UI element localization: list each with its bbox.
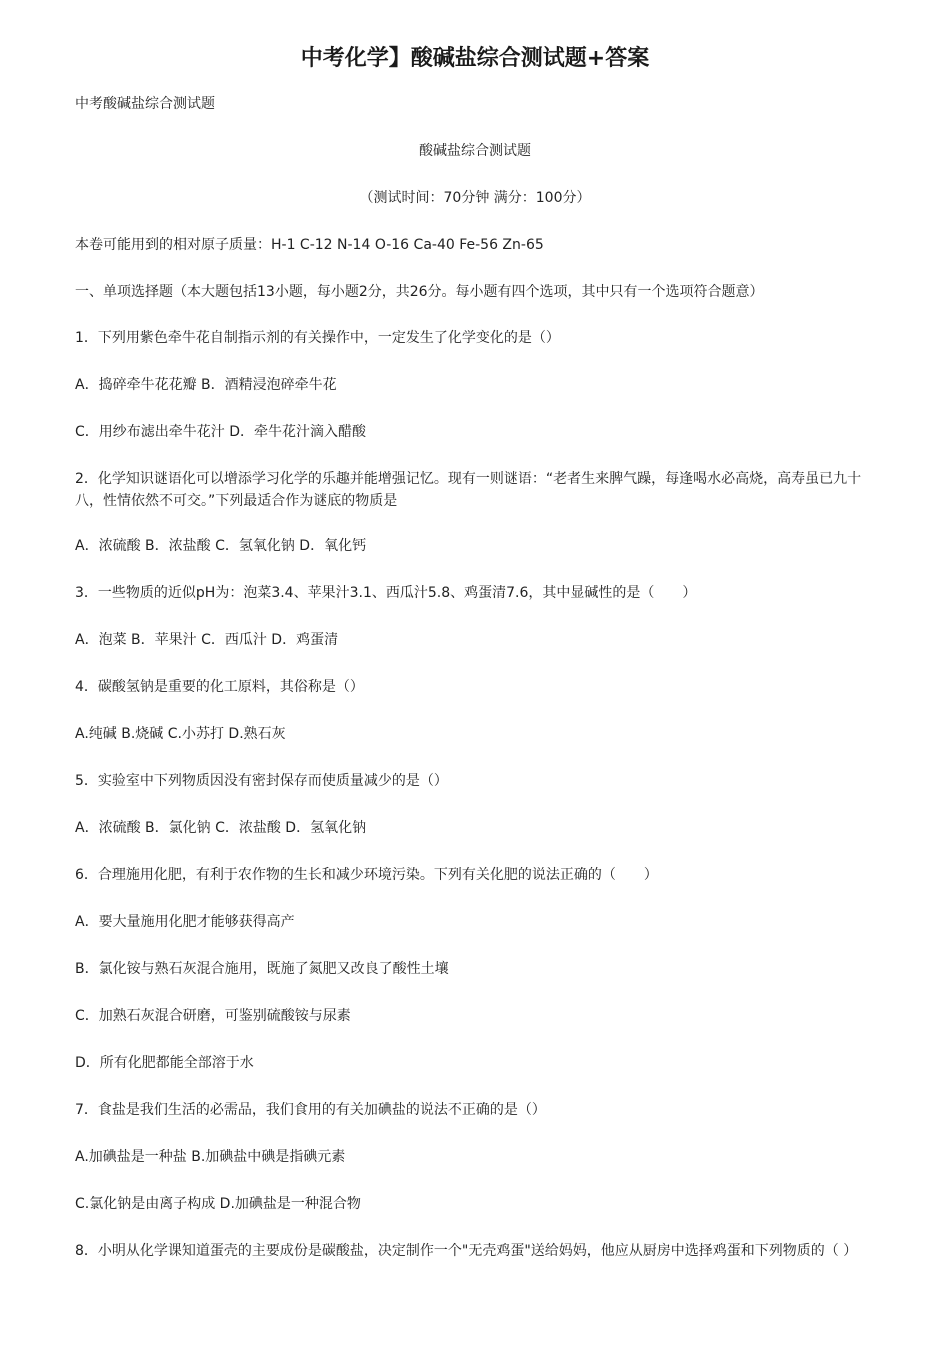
question-options: A．要大量施用化肥才能够获得高产 bbox=[75, 914, 295, 930]
question-options: C．用纱布滤出牵牛花汁 D．牵牛花汁滴入醋酸 bbox=[75, 424, 367, 440]
question-options: C.氯化钠是由离子构成 D.加碘盐是一种混合物 bbox=[75, 1196, 361, 1212]
question-options: A．浓硫酸 B．浓盐酸 C．氢氧化钠 D．氧化钙 bbox=[75, 538, 367, 554]
question-options: C．加熟石灰混合研磨，可鉴别硫酸铵与尿素 bbox=[75, 1008, 351, 1024]
question-stem: 7．食盐是我们生活的必需品，我们食用的有关加碘盐的说法不正确的是（） bbox=[75, 1102, 546, 1118]
question-options: A．捣碎牵牛花花瓣 B．酒精浸泡碎牵牛花 bbox=[75, 377, 337, 393]
question-options: B．氯化铵与熟石灰混合施用，既施了氮肥又改良了酸性土壤 bbox=[75, 961, 449, 977]
question-stem: 4．碳酸氢钠是重要的化工原料，其俗称是（） bbox=[75, 679, 364, 695]
question-options: D．所有化肥都能全部溶于水 bbox=[75, 1055, 254, 1071]
test-info: （测试时间：70分钟 满分：100分） bbox=[359, 190, 591, 206]
question-options: A.纯碱 B.烧碱 C.小苏打 D.熟石灰 bbox=[75, 726, 286, 742]
document-subtitle: 中考酸碱盐综合测试题 bbox=[75, 96, 215, 112]
test-title: 酸碱盐综合测试题 bbox=[419, 143, 531, 159]
question-stem: 1．下列用紫色牵牛花自制指示剂的有关操作中，一定发生了化学变化的是（） bbox=[75, 330, 560, 346]
question-stem: 2．化学知识谜语化可以增添学习化学的乐趣并能增强记忆。现有一则谜语：“老者生来脾气躁，每逢喝水必高烧，高寿虽已九十八，性情依然不可交。”下列最适合作为谜底的物质是 bbox=[75, 471, 862, 509]
document-title: 中考化学】酸碱盐综合测试题+答案 bbox=[300, 46, 650, 71]
question-options: A．泡菜 B．苹果汁 C．西瓜汁 D．鸡蛋清 bbox=[75, 632, 339, 648]
atomic-masses: 本卷可能用到的相对原子质量：H-1 C-12 N-14 O-16 Ca-40 Fe-56 Zn-65 bbox=[75, 237, 544, 253]
question-stem: 5．实验室中下列物质因没有密封保存而使质量减少的是（） bbox=[75, 773, 448, 789]
question-options: A．浓硫酸 B．氯化钠 C．浓盐酸 D．氢氧化钠 bbox=[75, 820, 367, 836]
question-options: A.加碘盐是一种盐 B.加碘盐中碘是指碘元素 bbox=[75, 1149, 346, 1165]
question-stem: 8．小明从化学课知道蛋壳的主要成份是碳酸盐，决定制作一个"无壳鸡蛋"送给妈妈，他应从厨房中选择鸡蛋和下列物质的（ ） bbox=[75, 1243, 858, 1259]
section-heading: 一、单项选择题（本大题包括13小题，每小题2分，共26分。每小题有四个选项，其中只有一个选项符合题意） bbox=[75, 284, 764, 300]
question-stem: 3．一些物质的近似pH为：泡菜3.4、苹果汁3.1、西瓜汁5.8、鸡蛋清7.6，其中显碱性的是（ ） bbox=[75, 585, 697, 601]
question-stem: 6．合理施用化肥，有利于农作物的生长和减少环境污染。下列有关化肥的说法正确的（ ） bbox=[75, 867, 658, 883]
